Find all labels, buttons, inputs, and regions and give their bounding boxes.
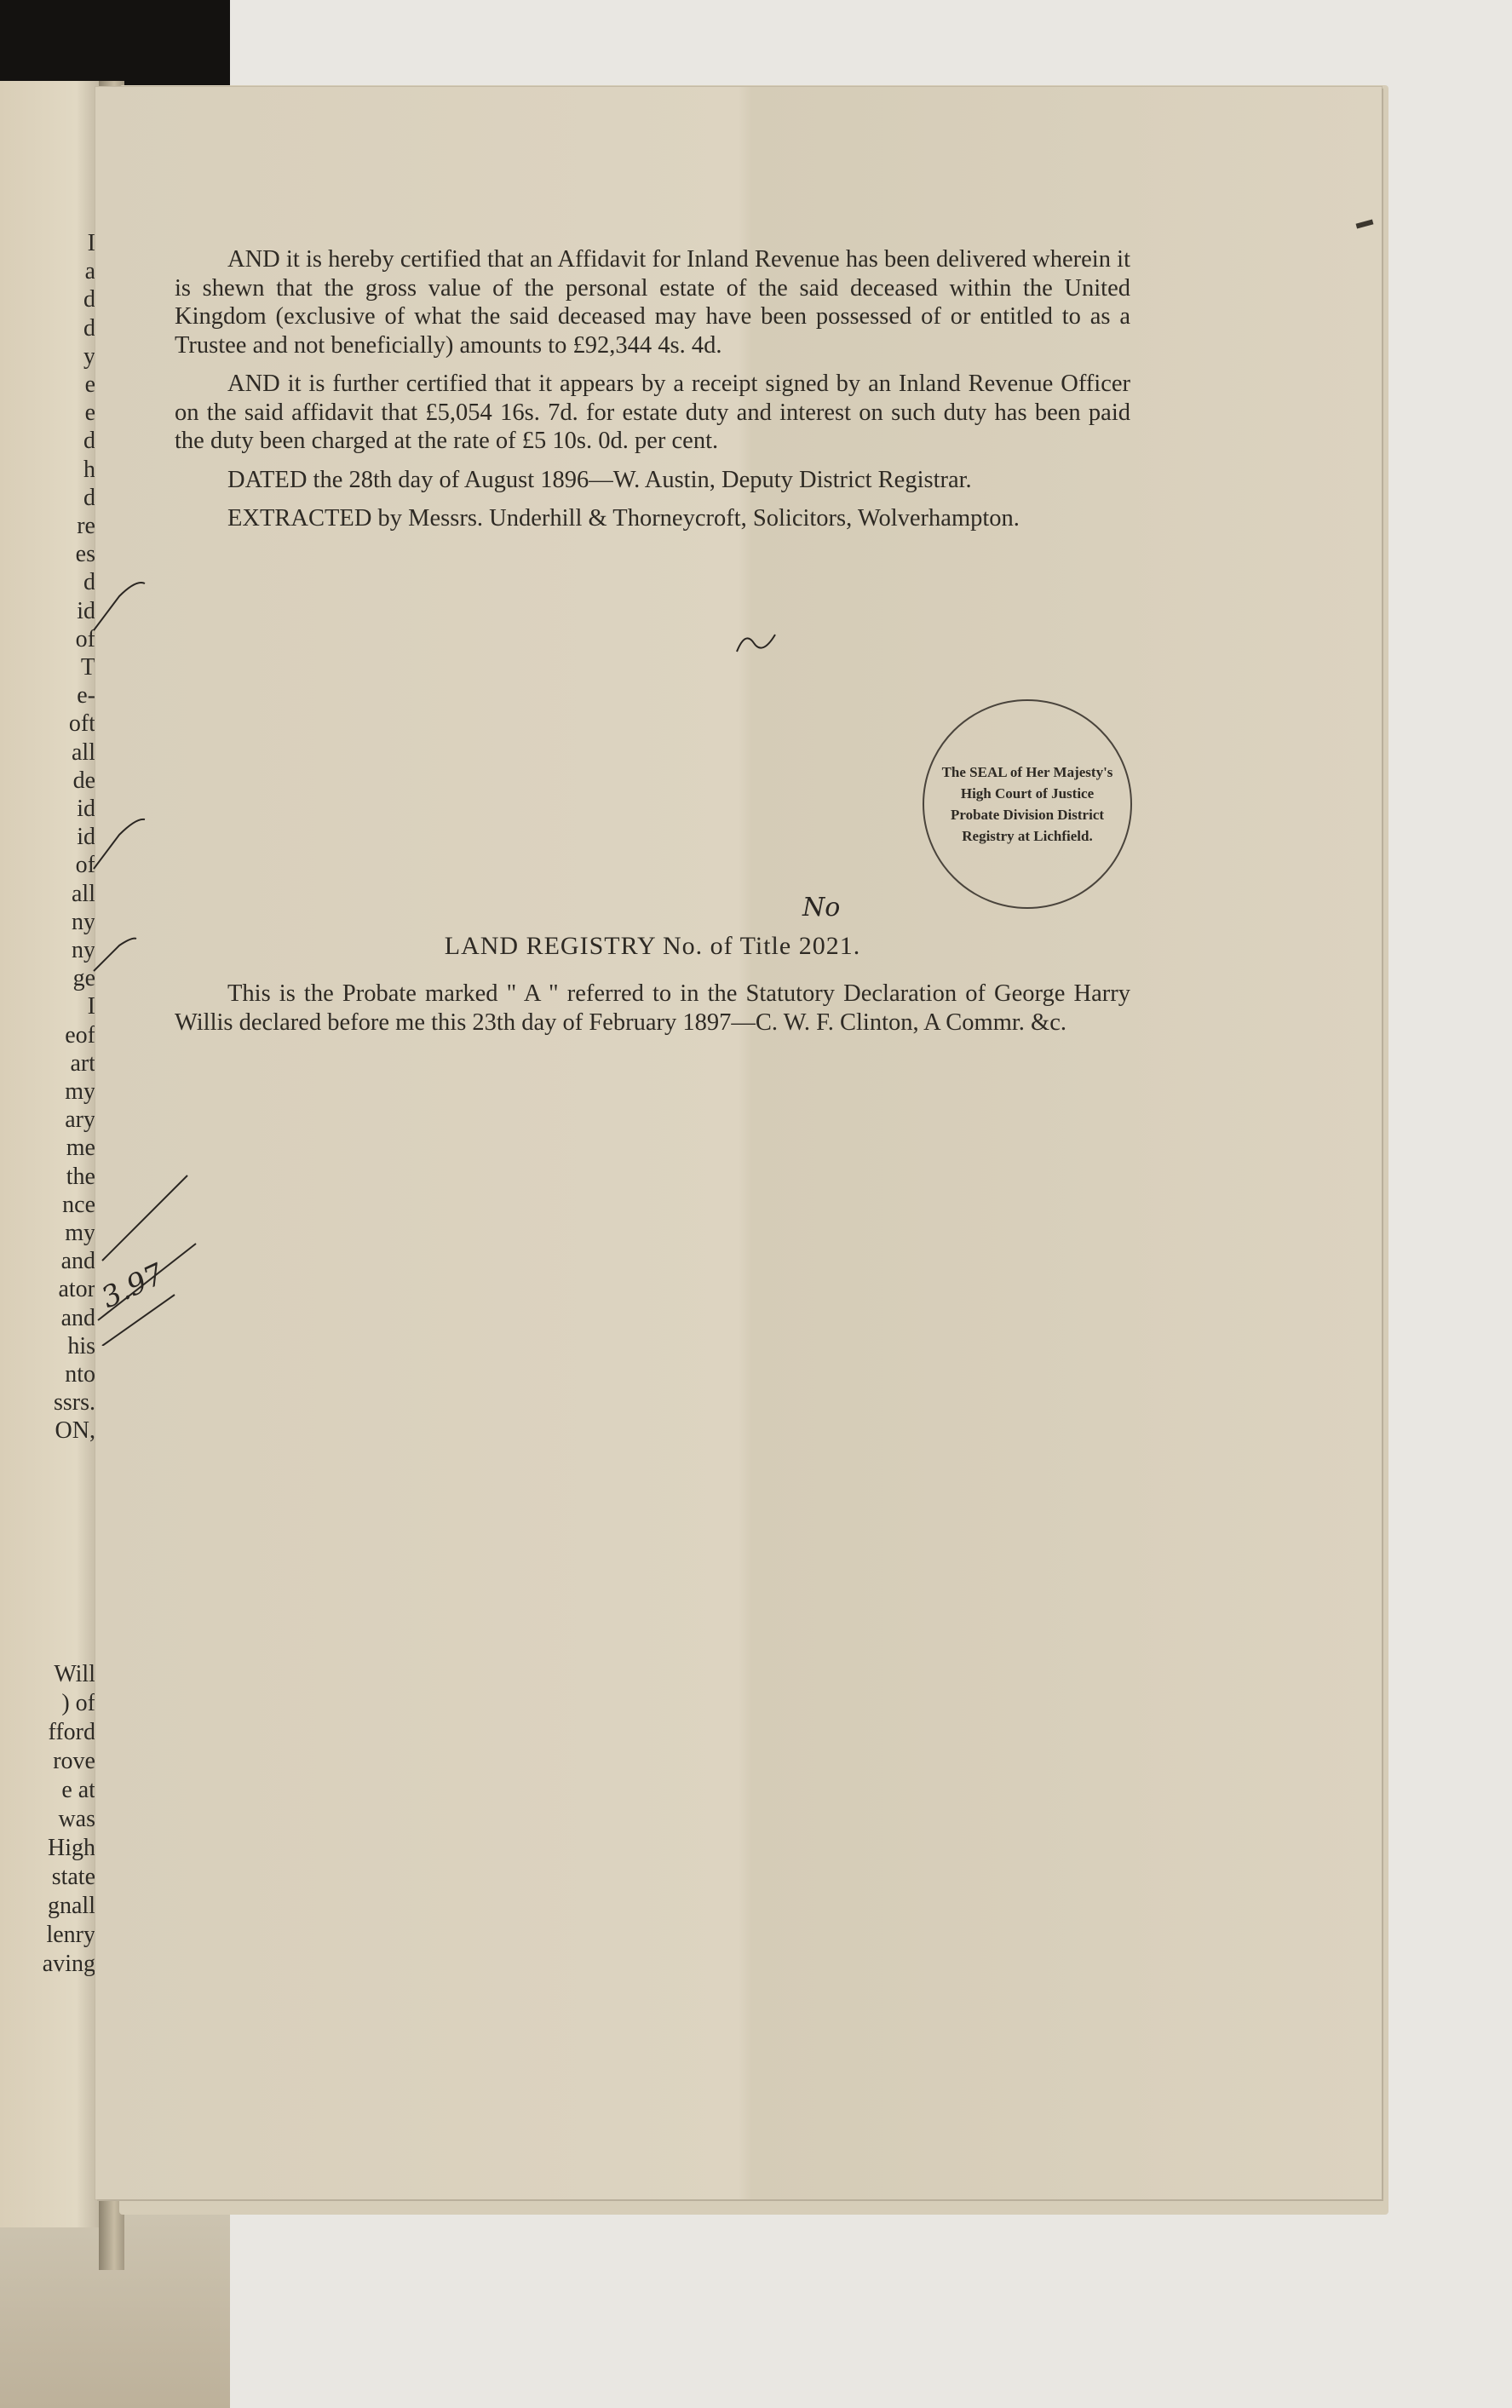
left-page-fragment: de [72,767,95,794]
dated-paragraph: DATED the 28th day of August 1896—W. Austin, Deputy District Registrar. [227,466,972,493]
left-page-fragment: e [84,399,95,427]
left-page-fragment: T [80,654,95,681]
probate-certificate-text [175,245,1130,543]
left-page-fragment: his [67,1332,95,1359]
left-page-fragment: nto [65,1361,95,1388]
left-page-fragment: d [83,286,95,313]
tick-mark-1 [94,583,145,630]
handwritten-ampersand-mark [733,626,784,660]
left-page-fragment: id [77,824,95,851]
left-page-fragment: I [87,230,95,256]
left-page-fragment: High [48,1835,95,1861]
left-page-fragment: a [84,258,95,285]
left-page-fragment: d [83,314,95,342]
extracted-paragraph: EXTRACTED by Messrs. Underhill & Thorneycroft, Solicitors, Wolverhampton. [227,505,1020,532]
left-page-fragment: e at [61,1777,95,1803]
tick-mark-3 [94,939,136,971]
left-page-fragment: state [51,1864,95,1890]
left-page-fragment: ge [72,965,95,992]
tick-mark-2 [94,819,145,869]
left-page-fragment: art [70,1049,95,1077]
left-page-fragment: the [66,1163,95,1190]
left-page-fragment: was [58,1806,95,1832]
left-page-fragment: lenry [46,1922,95,1948]
left-page-fragment: I [87,993,95,1020]
left-page-fragment: ator [58,1276,95,1303]
left-page-fragment: rove [53,1748,95,1774]
left-page-fragment: id [77,597,95,624]
left-page-fragment: ON, [55,1417,95,1445]
court-seal [923,699,1132,909]
left-page-fragment: my [65,1220,95,1246]
left-page-fragment: nce [62,1191,95,1218]
seal-text: The SEAL of Her Majesty's High Court of Justice Probate Division District Registry at Lichfield. [941,764,1113,844]
declaration-paragraph: This is the Probate marked " A " referred to in the Statutory Declaration of George Harry Willis declared before me this 23th day of February 1897—C. W. F. Clinton, A Commr. &c. [175,980,1130,1036]
left-page-fragment: es [75,541,95,568]
left-page-fragment: aving [42,1951,95,1977]
declaration-text [175,980,1130,1037]
left-page-fragment: me [66,1135,95,1162]
left-page-fragment: gnall [48,1893,95,1919]
left-page-fragment: of [75,852,95,879]
left-page-fragment: and [60,1304,95,1331]
left-page-fragment: ny [72,937,95,963]
left-page-fragment: ny [72,908,95,935]
left-page-fragment: d [83,569,95,596]
left-page-fragment: e- [77,682,95,710]
left-page-fragment: id [77,796,95,822]
left-page-fragment: d [83,428,95,455]
left-page-fragment: and [60,1248,95,1275]
margin-tick-marks [85,579,204,1346]
left-page-fragment: ary [65,1106,95,1134]
left-page-fragment: d [83,484,95,511]
left-page-fragment: h [83,456,95,483]
handwritten-no: No [802,893,841,922]
left-page-fragment: ssrs. [53,1389,95,1417]
left-page-fragment: eof [65,1021,95,1049]
left-page-fragment: oft [68,710,95,738]
pen-stroke-1 [102,1175,187,1261]
left-page-fragment: ) of [61,1690,95,1716]
left-page-fragment: re [77,513,95,539]
land-registry-heading: LAND REGISTRY No. of Title 2021. [444,932,861,960]
pen-stroke-3 [102,1295,175,1346]
left-page-fragment: y [83,342,95,370]
pen-stroke-2 [98,1244,196,1320]
left-page-fragment: Will [54,1661,95,1687]
left-page-fragment: fford [48,1719,95,1745]
handwritten-margin-date: 3.97 [96,1256,170,1316]
affidavit-paragraph: AND it is hereby certified that an Affidavit for Inland Revenue has been delivered wherein it is shewn that the gross value of the personal estate of the said deceased within the United Kingdom (exclusive of what the said deceased may have been possessed of or entitled to as a Trustee and not beneficially) amounts to £92,344 4s. 4d. [175,246,1130,359]
left-page-fragment: of [75,625,95,652]
estate-duty-paragraph: AND it is further certified that it appears by a receipt signed by an Inland Revenue Officer on the said affidavit that £5,054 16s. 7d. for estate duty and interest on such duty has been paid the duty been charged at the rate of £5 10s. 0d. per cent. [175,371,1130,454]
left-page-fragment: all [72,880,95,907]
left-page-fragment: all [72,738,95,766]
left-page-fragment: e [84,371,95,398]
left-page-fragment: my [65,1078,95,1105]
